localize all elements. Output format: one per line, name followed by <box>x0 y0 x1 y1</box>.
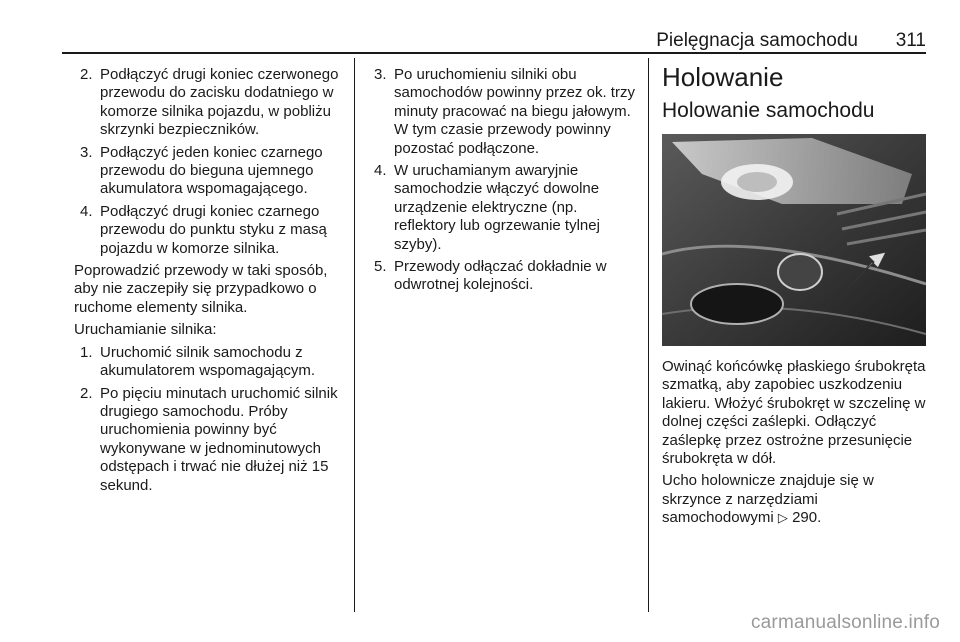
list-item <box>368 258 640 295</box>
subsection-heading: Holowanie samochodu <box>662 99 875 122</box>
list-item <box>74 344 346 381</box>
list-item <box>368 162 640 254</box>
step-text: Podłączyć drugi koniec czerwonego przewodu do zacisku dodatniego w komorze silnika pojazdu, w pobliżu skrzynki bezpieczników. <box>100 66 339 139</box>
paragraph <box>662 472 932 527</box>
step-text: Podłączyć jeden koniec czarnego przewodu do bieguna ujemnego akumulatora wspomagającego. <box>100 143 323 198</box>
paragraph-text: Ucho holownicze znajduje się w skrzynce z narzędziami samochodowymi <box>662 472 874 527</box>
step-list <box>74 344 346 495</box>
column-divider <box>354 58 355 612</box>
step-number: 4. <box>80 202 93 220</box>
step-number: 3. <box>80 143 93 161</box>
page-reference-arrow-icon[interactable]: ▷ <box>777 510 788 526</box>
list-item <box>74 385 346 495</box>
column-left <box>74 66 346 499</box>
paragraph: Poprowadzić przewody w taki sposób, aby nie zaczepiły się przypadkowo o ruchome elementy silnika. <box>74 262 328 316</box>
step-text: Podłączyć drugi koniec czarnego przewodu do punktu styku z masą pojazdu w komorze silnika. <box>100 202 327 257</box>
list-item <box>74 203 346 258</box>
header-title: Pielęgnacja samochodu <box>656 30 858 51</box>
step-text: Przewody odłączać dokładnie w odwrotnej kolejności. <box>394 258 607 294</box>
paragraph: Owinąć końcówkę płaskiego śrubokręta szmatką, aby zapobiec uszkodzeniu lakieru. Włożyć śrubokręt w szczelinę w dolnej części zaślepki. Odłączyć zaślepkę przez ostrożne przesunięcie śrubokręta w dół. <box>662 358 926 468</box>
step-text: W uruchamianym awaryjnie samochodzie włączyć dowolne urządzenie elektryczne (np. reflektory lub ogrzewanie tylnej szyby). <box>394 162 600 253</box>
step-number: 2. <box>80 384 93 402</box>
column-divider <box>648 58 649 612</box>
page-reference[interactable]: 290. <box>792 509 822 527</box>
list-item <box>74 144 346 199</box>
step-number: 4. <box>374 162 387 180</box>
car-front-photo <box>662 134 926 346</box>
page-number: 311 <box>895 30 926 51</box>
watermark: carmanualsonline.info <box>750 612 940 633</box>
column-right <box>662 62 932 532</box>
list-item <box>74 66 346 140</box>
step-text: Po pięciu minutach uruchomić silnik drugiego samochodu. Próby uruchomienia powinny być wykonywane w jednominutowych odstępach i trwać nie dłużej niż 15 sekund. <box>100 384 338 494</box>
step-number: 1. <box>80 343 93 361</box>
step-number: 3. <box>374 66 387 83</box>
section-heading: Holowanie <box>662 62 784 92</box>
paragraph: Uruchamianie silnika: <box>74 321 217 339</box>
step-list <box>74 66 346 258</box>
header-rule <box>62 52 926 54</box>
step-number: 2. <box>80 66 93 83</box>
list-item <box>368 66 640 158</box>
column-middle <box>368 66 640 299</box>
step-list <box>368 66 640 295</box>
step-text: Uruchomić silnik samochodu z akumulatorem wspomagającym. <box>100 343 316 380</box>
step-text: Po uruchomieniu silniki obu samochodów powinny przez ok. trzy minuty pracować na biegu jałowym. W tym czasie przewody powinny pozostać podłączone. <box>394 66 635 157</box>
step-number: 5. <box>374 258 387 276</box>
